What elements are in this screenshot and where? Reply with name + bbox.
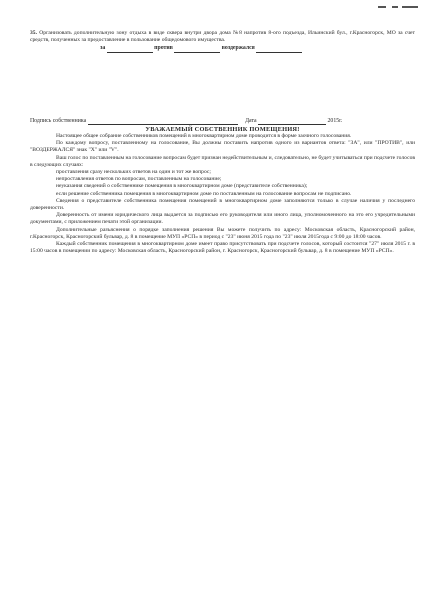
date-year: 2015г.	[327, 117, 343, 124]
notice-paragraph: По каждому вопросу, поставленному на голосование, Вы должны поставить напротив одного из вариантов ответа: "ЗА", или "ПРОТИВ", или "ВОЗДЕРЖАЛСЯ" знак "Х" или "V".	[30, 140, 415, 154]
item-text: Организовать дополнительную зону отдыха в виде сквера внутри двора дома №8 напротив 8-ого подъезда, Ильинский бул., г.Красногорск, МО за счет средств, полученных за предоставление в пользование общедомового имущества.	[30, 30, 415, 44]
list-item: проставления сразу нескольких ответов на один и тот же вопрос;	[56, 169, 211, 176]
notice-paragraph: Доверенность от имени юридического лица выдается за подписью его руководителя или иного лица, уполномоченного на это его учредительными документами, с приложением печати этой организации.	[30, 212, 415, 226]
vote-options	[30, 45, 415, 52]
notice-paragraph: Настоящее общее собрание собственников помещений в многоквартирном доме проводится в форме заочного голосования.	[56, 133, 352, 140]
signature-label: Подпись собственника	[30, 117, 87, 124]
list-item: если решение собственника помещения в многоквартирном доме по поставленным на голосование вопросам не подписано.	[56, 190, 352, 197]
signature-field[interactable]	[88, 119, 238, 125]
list-item: непроставления ответов по вопросам, поставленным на голосование;	[56, 176, 222, 183]
invalid-cases-list	[30, 169, 415, 191]
notice-paragraph: Ваш голос по поставленным на голосование вопросам будет признан недействительным и, следовательно, не будет учитываться при подсчете голосов в следующих случаях:	[30, 154, 416, 168]
vote-against-field[interactable]	[174, 47, 220, 53]
vote-abstain-field[interactable]	[256, 47, 302, 53]
item-number: 35.	[30, 30, 37, 36]
ballot-page	[30, 30, 415, 255]
list-item: неуказания сведений о собственнике помещения в многоквартирном доме (представителе собственника);	[56, 183, 308, 190]
signature-line	[30, 118, 415, 125]
date-field[interactable]	[258, 119, 326, 125]
vote-for-label: за	[100, 45, 106, 52]
vote-abstain-label: воздержался	[221, 45, 255, 52]
notice-paragraph: Дополнительные разъяснения о порядке заполнения решения Вы можете получить по адресу: Московская область, Красногорский район, г.Красногорск, Красногорский бульвар, д. 8 в помещение МУП «РСП» в период с "23" июня 2015 года по "23" июля 2015года с 9:00 до 18:00 часов.	[30, 226, 415, 240]
date-label: Дата	[245, 117, 257, 124]
corner-scan-mark	[378, 6, 418, 10]
notice-paragraph: Каждый собственник помещения в многоквартирном доме имеет право присутствовать при подсчете голосов, который состоится "27" июля 2015 г. в 15:00 часов в помещении по адресу: Московская область, Красногорский район, г. Красногорск, Красногорский бульвар, д. 8 в помещение МУП «РСП».	[30, 241, 415, 255]
vote-for-field[interactable]	[107, 47, 153, 53]
notice-heading: УВАЖАЕМЫЙ СОБСТВЕННИК ПОМЕЩЕНИЯ!	[145, 125, 300, 133]
notice-paragraph: Сведения о представителе собственника помещения помещений в многоквартирном доме заполняются только в случае наличия у последнего доверенности.	[30, 197, 415, 212]
vote-against-label: против	[154, 45, 173, 52]
agenda-item-35	[30, 30, 415, 44]
